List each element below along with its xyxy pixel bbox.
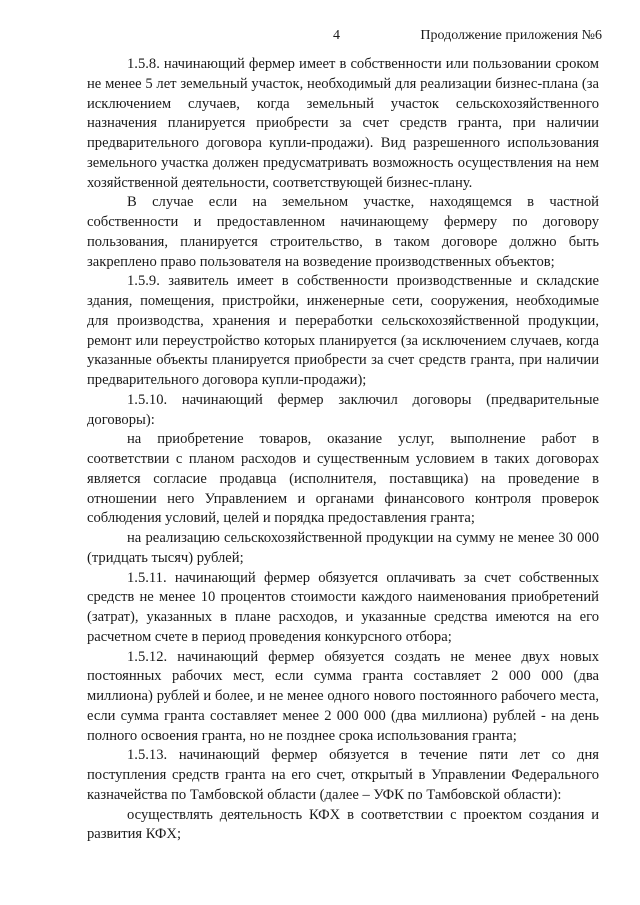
document-body xyxy=(87,55,599,845)
appendix-continuation-note: Продолжение приложения №6 xyxy=(420,28,602,43)
paragraph-sales-contracts: на реализацию сельскохозяйственной продукции на сумму не менее 30 000 (тридцать тысяч) рублей; xyxy=(87,530,599,566)
paragraph-1-5-11: 1.5.11. начинающий фермер обязуется оплачивать за счет собственных средств не менее 10 процентов стоимости каждого наименования приобретений (затрат), указанных в плане расходов, и указанные средства имеются на его расчетном счете в период проведения конкурсного отбора; xyxy=(87,569,599,645)
page-number: 4 xyxy=(333,28,340,43)
paragraph-1-5-9: 1.5.9. заявитель имеет в собственности производственные и складские здания, помещения, пристройки, инженерные сети, сооружения, необходимые для производства, хранения и переработки сельскохозяйственной продукции, ремонт или переустройство которых планируется (за исключением случаев, когда указанные объекты планируется приобрести за счет средств гранта, при наличии предварительного договора купли-продажи); xyxy=(87,273,599,388)
paragraph-1-5-8: 1.5.8. начинающий фермер имеет в собственности или пользовании сроком не менее 5 лет земельный участок, необходимый для реализации бизнес-плана (за исключением случаев, когда земельный участок сельскохозяйственного назначения планируется приобрести за счет средств гранта, при наличии предварительного договора купли-продажи). Вид разрешенного использования земельного участка должен предусматривать возможность осуществления на нем хозяйственной деятельности, соответствующей бизнес-плану. xyxy=(87,56,599,191)
paragraph-1-5-10: 1.5.10. начинающий фермер заключил договоры (предварительные договоры): xyxy=(87,391,599,428)
paragraph-kfh-activity: осуществлять деятельность КФХ в соответствии с проектом создания и развития КФХ; xyxy=(87,806,599,843)
paragraph-goods-services-contracts: на приобретение товаров, оказание услуг, выполнение работ в соответствии с планом расходов и существенным условием в таких договорах является согласие продавца (исполнителя, поставщика) на проведение в отношении него Управлением и органами финансового контроля проверок соблюдения условий, целей и порядка предоставления гранта; xyxy=(87,431,599,527)
paragraph-land-construction: В случае если на земельном участке, находящемся в частной собственности и предоставленном начинающему фермеру по договору пользования, планируется строительство, в таком договоре должно быть закреплено право пользователя на возведение производственных объектов; xyxy=(87,194,599,270)
paragraph-1-5-13: 1.5.13. начинающий фермер обязуется в течение пяти лет со дня поступления средств гранта на его счет, открытый в Управлении Федерального казначейства по Тамбовской области (далее – УФК по Тамбовской области): xyxy=(87,747,599,803)
paragraph-1-5-12: 1.5.12. начинающий фермер обязуется создать не менее двух новых постоянных рабочих мест, если сумма гранта составляет 2 000 000 (два миллиона) рублей и более, и не менее одного нового постоянного рабочего места, если сумма гранта составляет менее 2 000 000 (два миллиона) рублей - на день полного освоения гранта, но не позднее срока использования гранта; xyxy=(87,648,599,744)
